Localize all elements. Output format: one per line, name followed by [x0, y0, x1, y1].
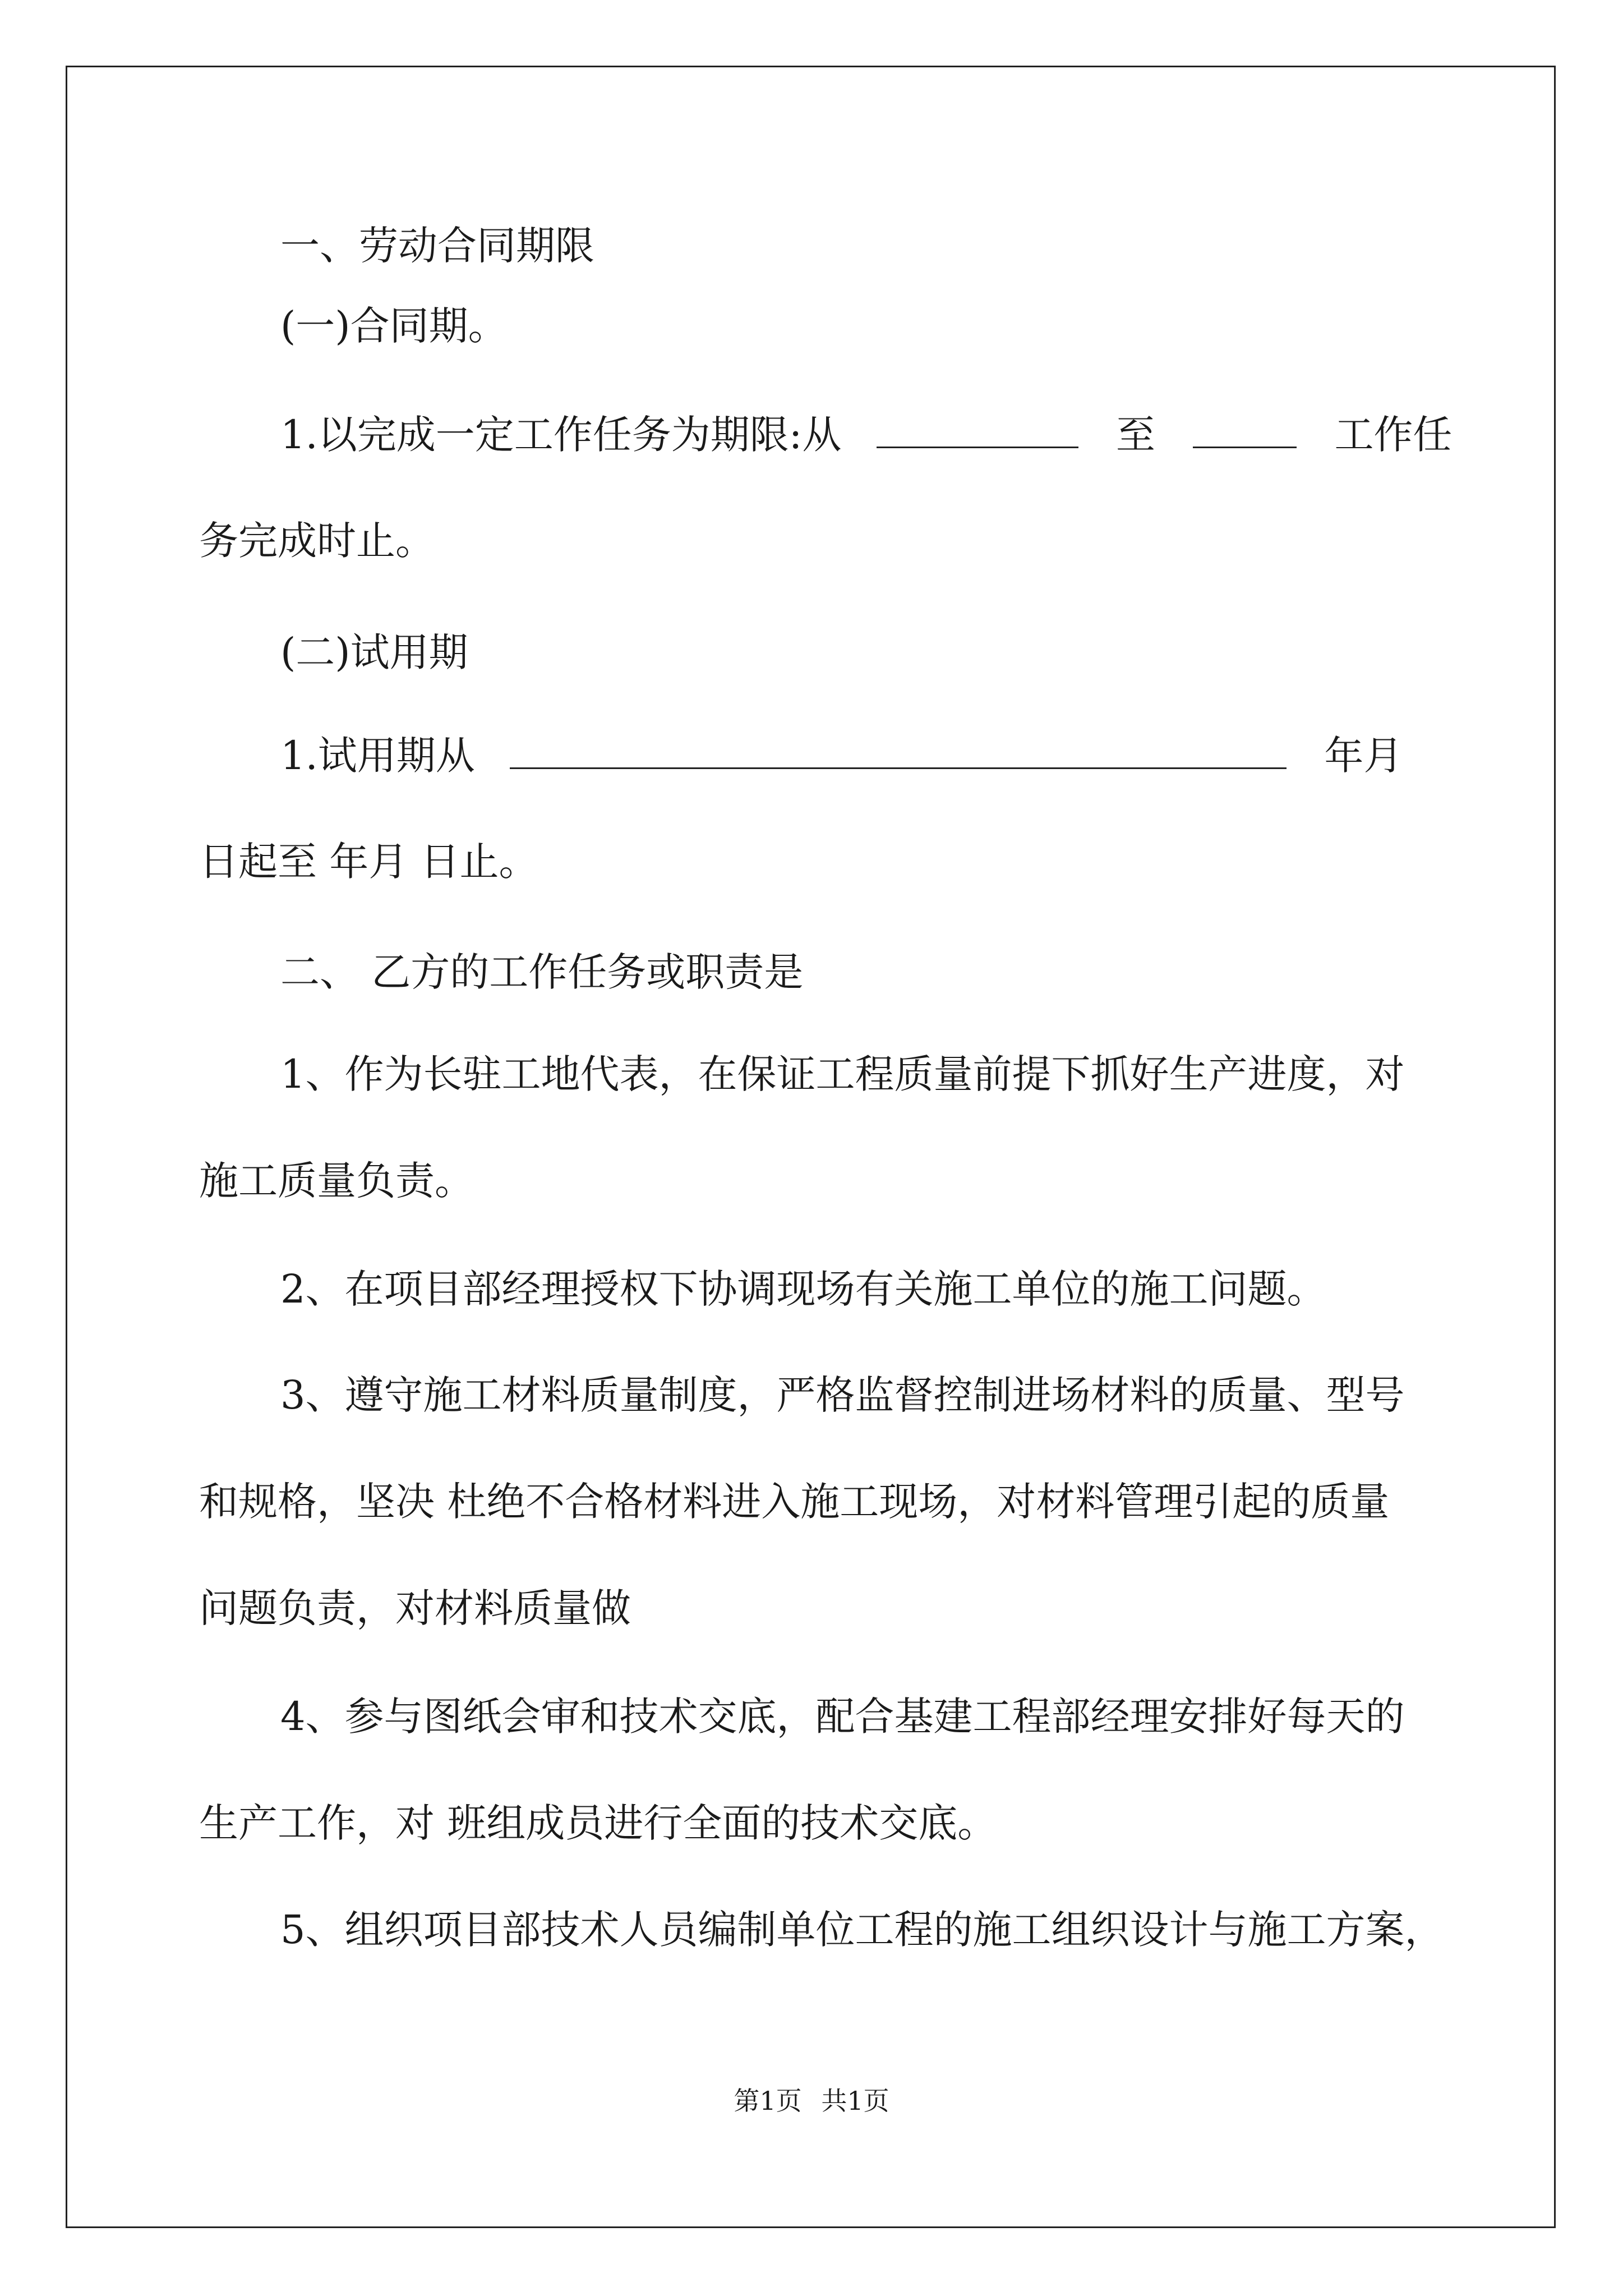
- section-heading-contract-term: 一、劳动合同期限: [280, 223, 594, 269]
- duty-1: 1、作为长驻工地代表，在保证工程质量前提下抓好生产进度，对: [280, 1051, 1405, 1097]
- clause-1-1-mid: 至: [1115, 412, 1155, 458]
- duty-4: 4、参与图纸会审和技术交底，配合基建工程部经理安排好每天的: [280, 1694, 1405, 1740]
- duty-4-continuation: 生产工作，对 班组成员进行全面的技术交底。: [199, 1800, 997, 1846]
- duty-3-continuation-2: 问题负责，对材料质量做: [199, 1585, 631, 1631]
- duty-1-continuation: 施工质量负责。: [199, 1158, 474, 1204]
- duty-3-continuation-1: 和规格，坚决 杜绝不合格材料进入施工现场，对材料管理引起的质量: [199, 1479, 1390, 1525]
- subsection-probation: (二)试用期: [280, 629, 468, 675]
- clause-2-1-continuation: 日起至 年月 日止。: [199, 839, 538, 885]
- blank-start-field: [877, 407, 1078, 448]
- clause-1-1-continuation: 务完成时止。: [199, 518, 435, 564]
- duty-3: 3、遵守施工材料质量制度，严格监督控制进场材料的质量、型号: [280, 1372, 1405, 1418]
- page-number-current: 第1页: [734, 2086, 802, 2116]
- duty-5: 5、组织项目部技术人员编制单位工程的施工组织设计与施工方案，: [280, 1907, 1444, 1953]
- section-heading-duties: 二、 乙方的工作任务或职责是: [280, 949, 804, 995]
- subsection-contract-period: (一)合同期。: [280, 303, 508, 349]
- page-footer: [0, 2084, 1623, 2118]
- clause-2-1: [280, 728, 1403, 783]
- clause-2-1-suffix: 年月: [1324, 733, 1403, 779]
- clause-2-1-prefix: 1.试用期从: [280, 733, 475, 779]
- page-number-total: 共1页: [821, 2086, 889, 2116]
- clause-1-1-prefix: 1.以完成一定工作任务为期限:从: [280, 412, 842, 458]
- duty-2: 2、在项目部经理授权下协调现场有关施工单位的施工问题。: [280, 1266, 1326, 1312]
- clause-1-1-suffix: 工作任: [1334, 412, 1453, 458]
- blank-probation-start-field: [510, 728, 1287, 769]
- blank-end-field: [1193, 407, 1297, 448]
- clause-1-1: [280, 407, 1452, 462]
